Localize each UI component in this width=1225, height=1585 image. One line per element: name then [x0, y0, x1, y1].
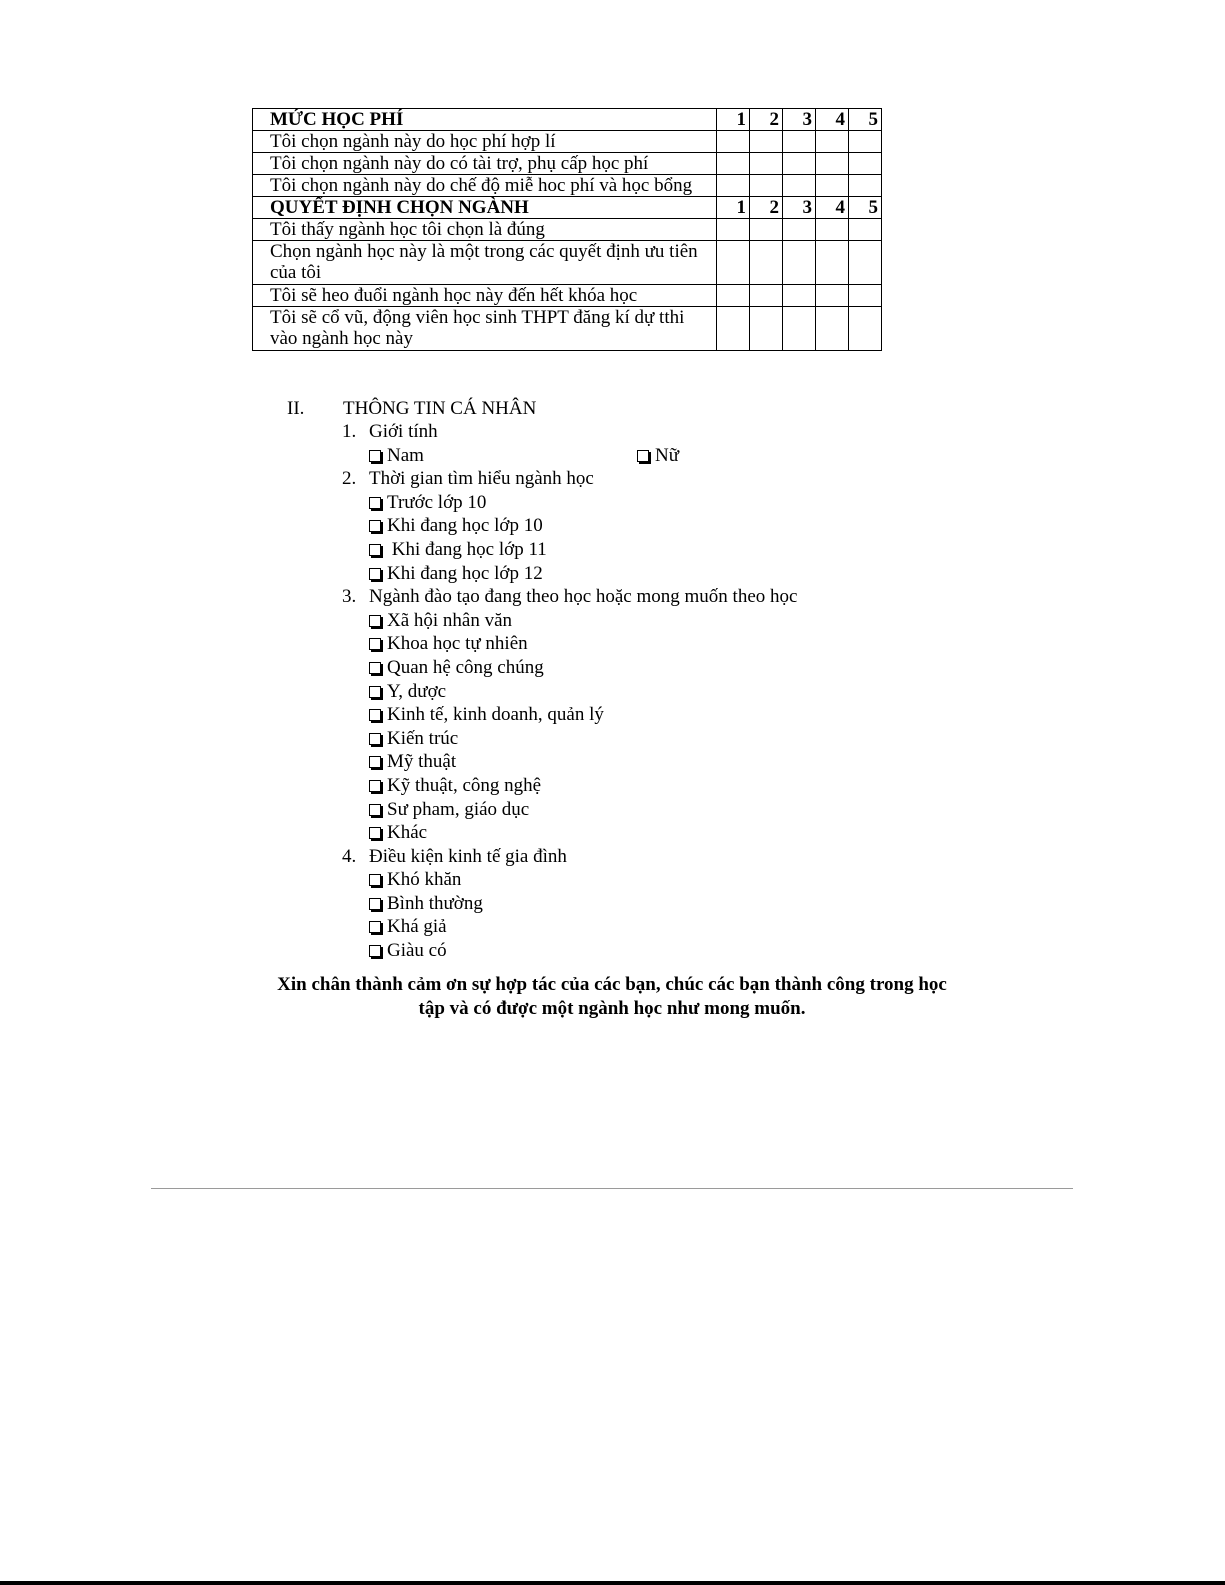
option[interactable]: [342, 798, 902, 822]
table-row: [253, 285, 882, 307]
thank-you-line-1: Xin chân thành cảm ơn sự hợp tác của các bạn, chúc các bạn thành công trong học: [277, 974, 947, 995]
option-label: Trước lớp 10: [387, 491, 487, 513]
option-label: Kỹ thuật, công nghệ: [387, 774, 542, 796]
rating-cell-3[interactable]: [783, 131, 816, 153]
table-row: [253, 307, 882, 351]
checkbox-icon[interactable]: [369, 827, 381, 839]
rating-cell-5[interactable]: [849, 285, 882, 307]
rating-cell-1[interactable]: [717, 153, 750, 175]
option-label: Kinh tế, kinh doanh, quản lý: [387, 704, 604, 726]
rating-cell-5[interactable]: [849, 307, 882, 351]
option-label: Kiến trúc: [387, 727, 459, 749]
option[interactable]: [342, 514, 902, 538]
rating-cell-2[interactable]: [750, 241, 783, 285]
rating-cell-3[interactable]: [783, 307, 816, 351]
thank-you-note: [252, 973, 972, 1021]
scale-3: 3: [783, 109, 816, 131]
question-number: 4.: [342, 845, 357, 867]
question-number: 3.: [342, 586, 357, 608]
rating-cell-3[interactable]: [783, 153, 816, 175]
rating-cell-2[interactable]: [750, 153, 783, 175]
table-row: [253, 175, 882, 197]
checkbox-icon[interactable]: [369, 544, 381, 556]
scale-4: 4: [816, 109, 849, 131]
option-label: Khi đang học lớp 10: [387, 515, 543, 537]
rating-cell-1[interactable]: [717, 241, 750, 285]
rating-cell-5[interactable]: [849, 241, 882, 285]
rating-cell-1[interactable]: [717, 219, 750, 241]
checkbox-icon[interactable]: [369, 568, 381, 580]
question-research-time: [342, 467, 902, 491]
scale-1: 1: [717, 109, 750, 131]
checkbox-icon[interactable]: [369, 780, 381, 792]
rating-cell-2[interactable]: [750, 307, 783, 351]
option[interactable]: [342, 609, 902, 633]
rating-cell-4[interactable]: [816, 285, 849, 307]
table-section-header: [253, 109, 882, 131]
checkbox-icon[interactable]: [369, 733, 381, 745]
checkbox-icon[interactable]: [369, 662, 381, 674]
option[interactable]: [342, 538, 902, 562]
statement: Chọn ngành học này là một trong các quyết định ưu tiên của tôi: [253, 241, 717, 285]
table-section-header: [253, 197, 882, 219]
option-label: Y, dược: [387, 680, 447, 702]
option[interactable]: [342, 656, 902, 680]
personal-questions: [342, 420, 902, 963]
option-label: Xã hội nhân văn: [387, 609, 513, 631]
scale-2: 2: [750, 197, 783, 219]
option-label: Quan hệ công chúng: [387, 656, 544, 678]
option-label: Khi đang học lớp 11: [387, 538, 547, 560]
question-text: Giới tính: [369, 421, 438, 442]
rating-cell-4[interactable]: [816, 131, 849, 153]
checkbox-icon[interactable]: [369, 804, 381, 816]
checkbox-icon[interactable]: [369, 756, 381, 768]
option[interactable]: [342, 915, 902, 939]
rating-cell-2[interactable]: [750, 219, 783, 241]
statement: Tôi chọn ngành này do học phí hợp lí: [253, 131, 717, 153]
statement: Tôi sẽ cổ vũ, động viên học sinh THPT đăng kí dự tthi vào ngành học này: [253, 307, 717, 351]
option[interactable]: [342, 680, 902, 704]
checkbox-icon[interactable]: [369, 450, 381, 462]
question-field-of-study: [342, 585, 902, 609]
rating-cell-1[interactable]: [717, 175, 750, 197]
option[interactable]: [342, 632, 902, 656]
checkbox-icon[interactable]: [369, 686, 381, 698]
option-label: Khó khăn: [387, 869, 462, 891]
option[interactable]: [342, 703, 902, 727]
page-bottom-bar: [0, 1581, 1225, 1585]
option-label: Khác: [387, 822, 428, 844]
option-female[interactable]: [637, 444, 679, 468]
table-row: [253, 131, 882, 153]
option-label: Khi đang học lớp 12: [387, 562, 543, 584]
option-label: Sư pham, giáo dục: [387, 798, 530, 820]
section-heading: QUYẾT ĐỊNH CHỌN NGÀNH: [253, 197, 717, 219]
statement: Tôi chọn ngành này do có tài trợ, phụ cấp học phí: [253, 153, 717, 175]
scale-4: 4: [816, 197, 849, 219]
statement: Tôi thấy ngành học tôi chọn là đúng: [253, 219, 717, 241]
scale-2: 2: [750, 109, 783, 131]
question-text: Điều kiện kinh tế gia đình: [369, 845, 567, 867]
checkbox-icon[interactable]: [637, 450, 649, 462]
option-row: [342, 444, 902, 468]
rating-cell-2[interactable]: [750, 175, 783, 197]
statement: Tôi chọn ngành này do chế độ miễ hoc phí và học bổng: [253, 175, 717, 197]
rating-cell-3[interactable]: [783, 285, 816, 307]
checkbox-icon[interactable]: [369, 874, 381, 886]
scale-5: 5: [849, 109, 882, 131]
section-title: THÔNG TIN CÁ NHÂN: [343, 398, 537, 419]
rating-cell-1[interactable]: [717, 131, 750, 153]
rating-cell-1[interactable]: [717, 307, 750, 351]
option[interactable]: [342, 750, 902, 774]
thank-you-line-2: tập và có được một ngành học như mong muốn.: [418, 998, 806, 1019]
rating-cell-4[interactable]: [816, 175, 849, 197]
question-text: Thời gian tìm hiểu ngành học: [369, 468, 594, 490]
checkbox-icon[interactable]: [369, 921, 381, 933]
checkbox-icon[interactable]: [369, 615, 381, 627]
question-number: 1.: [342, 421, 357, 442]
scale-3: 3: [783, 197, 816, 219]
rating-cell-3[interactable]: [783, 241, 816, 285]
table-row: [253, 219, 882, 241]
rating-cell-3[interactable]: [783, 175, 816, 197]
survey-table: [252, 108, 882, 351]
statement: Tôi sẽ heo đuổi ngành học này đến hết khóa học: [253, 285, 717, 307]
option-label: Nam: [387, 444, 424, 466]
rating-cell-4[interactable]: [816, 307, 849, 351]
question-family-economy: [342, 845, 902, 869]
rating-cell-1[interactable]: [717, 285, 750, 307]
option-label: Khá giả: [387, 916, 447, 938]
rating-cell-5[interactable]: [849, 131, 882, 153]
checkbox-icon[interactable]: [369, 638, 381, 650]
rating-cell-5[interactable]: [849, 175, 882, 197]
option[interactable]: [342, 868, 902, 892]
option[interactable]: [342, 892, 902, 916]
option-male[interactable]: [369, 445, 424, 466]
table-row: [253, 241, 882, 285]
rating-cell-3[interactable]: [783, 219, 816, 241]
page-divider: [151, 1188, 1073, 1189]
question-text: Ngành đào tạo đang theo học hoặc mong muốn theo học: [369, 586, 798, 608]
rating-cell-4[interactable]: [816, 153, 849, 175]
checkbox-icon[interactable]: [369, 898, 381, 910]
scale-5: 5: [849, 197, 882, 219]
option[interactable]: [342, 821, 902, 845]
option-label: Mỹ thuật: [387, 751, 457, 773]
option-label: Giàu có: [387, 940, 447, 962]
option[interactable]: [342, 774, 902, 798]
rating-cell-2[interactable]: [750, 131, 783, 153]
checkbox-icon[interactable]: [369, 497, 381, 509]
question-gender: [342, 420, 902, 444]
checkbox-icon[interactable]: [369, 709, 381, 721]
rating-cell-4[interactable]: [816, 219, 849, 241]
rating-cell-5[interactable]: [849, 219, 882, 241]
rating-cell-4[interactable]: [816, 241, 849, 285]
option-label: Bình thường: [387, 892, 483, 914]
rating-cell-5[interactable]: [849, 153, 882, 175]
option[interactable]: [342, 939, 902, 963]
rating-cell-2[interactable]: [750, 285, 783, 307]
scale-1: 1: [717, 197, 750, 219]
option[interactable]: [342, 491, 902, 515]
option[interactable]: [342, 562, 902, 586]
option[interactable]: [342, 727, 902, 751]
question-number: 2.: [342, 468, 357, 490]
option-label: Nữ: [655, 444, 680, 466]
table-row: [253, 153, 882, 175]
section-number: II.: [287, 398, 305, 419]
checkbox-icon[interactable]: [369, 520, 381, 532]
option-label: Khoa học tự nhiên: [387, 633, 528, 655]
section-heading: MỨC HỌC PHÍ: [253, 109, 717, 131]
checkbox-icon[interactable]: [369, 945, 381, 957]
